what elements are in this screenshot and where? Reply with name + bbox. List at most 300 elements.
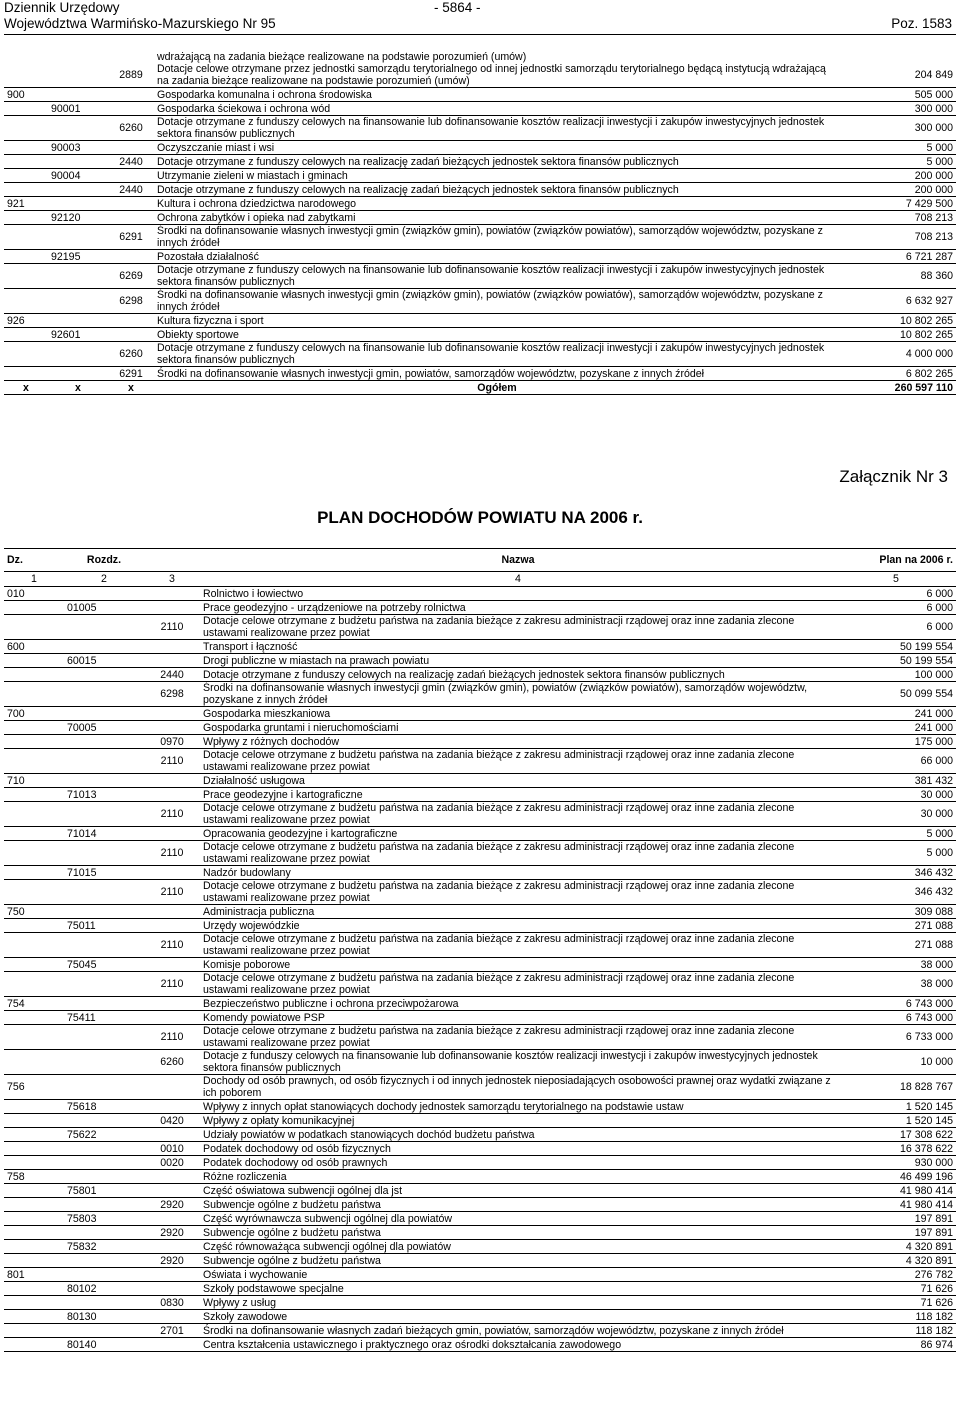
item-name: Opracowania geodezyjne i kartograficzne <box>200 827 836 841</box>
header-rozdz: Rozdz. <box>64 549 144 572</box>
item-name: Oczyszczanie miast i wsi <box>154 141 840 155</box>
chapter-code <box>64 1170 144 1184</box>
chapter-code: 60015 <box>64 654 144 668</box>
division-code <box>4 1100 64 1114</box>
item-name: Dotacje otrzymane z funduszy celowych na finansowanie lub dofinansowanie kosztów realizacji inwestycji i zakupów inwestycyjnych jednostek sektora finansów publicznych <box>154 342 840 367</box>
paragraph-code: 2110 <box>144 972 200 997</box>
table-row <box>4 788 956 802</box>
item-name: Gospodarka gruntami i nieruchomościami <box>200 721 836 735</box>
division-code <box>4 933 64 958</box>
chapter-code <box>64 682 144 707</box>
division-code <box>4 102 48 116</box>
header-plan: Plan na 2006 r. <box>836 549 956 572</box>
table-row <box>4 1025 956 1050</box>
item-name: Dotacje celowe otrzymane z budżetu państwa na zadania bieżące z zakresu administracji rządowej oraz inne zadania zlecone ustawami realizowane przez powiat <box>200 749 836 774</box>
plan-value <box>840 50 956 63</box>
page-number: - 5864 - <box>434 0 481 15</box>
paragraph-code: 2440 <box>108 155 154 169</box>
paragraph-code <box>144 1310 200 1324</box>
paragraph-code <box>108 250 154 264</box>
chapter-code <box>64 1142 144 1156</box>
paragraph-code: 2701 <box>144 1324 200 1338</box>
plan-value: 6 743 000 <box>836 1011 956 1025</box>
chapter-code <box>64 1268 144 1282</box>
paragraph-code: 2110 <box>144 615 200 640</box>
plan-value: 241 000 <box>836 707 956 721</box>
paragraph-code: 2110 <box>144 841 200 866</box>
table-row <box>4 88 956 102</box>
item-name: Komendy powiatowe PSP <box>200 1011 836 1025</box>
plan-value: 4 320 891 <box>836 1240 956 1254</box>
division-code <box>4 328 48 342</box>
table-row <box>4 1338 956 1352</box>
paragraph-code <box>108 211 154 225</box>
paragraph-code: 2920 <box>144 1198 200 1212</box>
paragraph-code <box>144 866 200 880</box>
paragraph-code: 6260 <box>108 342 154 367</box>
plan-value: 5 000 <box>836 841 956 866</box>
table-row <box>4 141 956 155</box>
division-code <box>4 735 64 749</box>
plan-value: 10 802 265 <box>840 328 956 342</box>
table-row <box>4 721 956 735</box>
table-row <box>4 1296 956 1310</box>
division-code: 010 <box>4 587 64 601</box>
table-row <box>4 802 956 827</box>
item-name: Działalność usługowa <box>200 774 836 788</box>
table-row <box>4 587 956 601</box>
division-code <box>4 682 64 707</box>
division-code <box>4 1114 64 1128</box>
paragraph-code: 0010 <box>144 1142 200 1156</box>
chapter-code <box>48 63 108 88</box>
column-numbers-row <box>4 572 956 587</box>
table-row <box>4 841 956 866</box>
chapter-code <box>48 88 108 102</box>
chapter-code: 75011 <box>64 919 144 933</box>
paragraph-code <box>144 1240 200 1254</box>
plan-value: 241 000 <box>836 721 956 735</box>
table-row <box>4 997 956 1011</box>
plan-value: 1 520 145 <box>836 1100 956 1114</box>
division-code <box>4 841 64 866</box>
chapter-code <box>64 841 144 866</box>
chapter-code: 75801 <box>64 1184 144 1198</box>
col-number: 4 <box>200 572 836 587</box>
plan-value: 41 980 414 <box>836 1198 956 1212</box>
division-code: 750 <box>4 905 64 919</box>
division-code: 801 <box>4 1268 64 1282</box>
table-row <box>4 880 956 905</box>
division-code <box>4 1198 64 1212</box>
chapter-code: 75411 <box>64 1011 144 1025</box>
table-row <box>4 289 956 314</box>
table-row <box>4 919 956 933</box>
item-name: Dotacje celowe otrzymane przez jednostki samorządu terytorialnego od innej jednostki samorządu terytorialnego będącą instytucją wdrażającą na zadania bieżące realizowane na podstawie porozumień (umów) <box>154 63 840 88</box>
chapter-code <box>48 225 108 250</box>
plan-value: 30 000 <box>836 802 956 827</box>
item-name: Dotacje otrzymane z funduszy celowych na realizację zadań bieżących jednostek sektora finansów publicznych <box>154 155 840 169</box>
chapter-code <box>64 1156 144 1170</box>
table-row <box>4 314 956 328</box>
item-name: Subwencje ogólne z budżetu państwa <box>200 1254 836 1268</box>
plan-value: 346 432 <box>836 866 956 880</box>
table-row <box>4 749 956 774</box>
total-value: 260 597 110 <box>840 381 956 395</box>
paragraph-code: 2920 <box>144 1254 200 1268</box>
paragraph-code <box>144 1100 200 1114</box>
table-row <box>4 933 956 958</box>
division-code <box>4 880 64 905</box>
paragraph-code: 6269 <box>108 264 154 289</box>
item-name: Wpływy z różnych dochodów <box>200 735 836 749</box>
chapter-code <box>64 749 144 774</box>
item-name: Dotacje otrzymane z funduszy celowych na realizację zadań bieżących jednostek sektora finansów publicznych <box>200 668 836 682</box>
division-code <box>4 1254 64 1268</box>
plan-value: 175 000 <box>836 735 956 749</box>
chapter-code: 75618 <box>64 1100 144 1114</box>
item-name: Środki na dofinansowanie własnych inwestycji gmin, powiatów, samorządów województw, pozyskane z innych źródeł <box>154 367 840 381</box>
item-name: Prace geodezyjne i kartograficzne <box>200 788 836 802</box>
division-code <box>4 342 48 367</box>
plan-value: 708 213 <box>840 211 956 225</box>
table-row <box>4 211 956 225</box>
plan-value: 71 626 <box>836 1282 956 1296</box>
item-name: Dotacje z funduszy celowych na finansowanie lub dofinansowanie kosztów realizacji inwestycji i zakupów inwestycyjnych jednostek sektora finansów publicznych <box>200 1050 836 1075</box>
chapter-code <box>64 933 144 958</box>
item-name: Dotacje celowe otrzymane z budżetu państwa na zadania bieżące z zakresu administracji rządowej oraz inne zadania zlecone ustawami realizowane przez powiat <box>200 615 836 640</box>
chapter-code <box>48 183 108 197</box>
total-row <box>4 381 956 395</box>
chapter-code <box>48 367 108 381</box>
paragraph-code: 2440 <box>108 183 154 197</box>
table-row <box>4 197 956 211</box>
item-name: Dotacje celowe otrzymane z budżetu państwa na zadania bieżące z zakresu administracji rządowej oraz inne zadania zlecone ustawami realizowane przez powiat <box>200 1025 836 1050</box>
paragraph-code: 6298 <box>108 289 154 314</box>
division-code <box>4 668 64 682</box>
table-row <box>4 1142 956 1156</box>
division-code <box>4 802 64 827</box>
paragraph-code <box>144 919 200 933</box>
item-name: Pozostała działalność <box>154 250 840 264</box>
chapter-code: 90004 <box>48 169 108 183</box>
paragraph-code <box>144 1338 200 1352</box>
division-code <box>4 1128 64 1142</box>
division-code: 754 <box>4 997 64 1011</box>
plan-value: 200 000 <box>840 169 956 183</box>
paragraph-code <box>108 328 154 342</box>
header-rule <box>4 34 956 35</box>
table-row <box>4 328 956 342</box>
plan-value: 6 721 287 <box>840 250 956 264</box>
item-name: Środki na dofinansowanie własnych inwestycji gmin (związków gmin), powiatów (związków powiatów), samorządów województw, pozyskane z innych źródeł <box>200 682 836 707</box>
table-row <box>4 682 956 707</box>
total-rozdz: x <box>48 381 108 395</box>
chapter-code <box>64 1114 144 1128</box>
paragraph-code: 2110 <box>144 749 200 774</box>
table-row <box>4 1114 956 1128</box>
item-name: Oświata i wychowanie <box>200 1268 836 1282</box>
item-name: Administracja publiczna <box>200 905 836 919</box>
table-row <box>4 169 956 183</box>
plan-value: 50 199 554 <box>836 654 956 668</box>
division-code <box>4 615 64 640</box>
item-name: Dotacje celowe otrzymane z budżetu państwa na zadania bieżące z zakresu administracji rządowej oraz inne zadania zlecone ustawami realizowane przez powiat <box>200 880 836 905</box>
paragraph-code: 6260 <box>108 116 154 141</box>
table-row <box>4 1100 956 1114</box>
table-row <box>4 668 956 682</box>
plan-value: 46 499 196 <box>836 1170 956 1184</box>
table-row <box>4 1184 956 1198</box>
plan-value: 930 000 <box>836 1156 956 1170</box>
division-code: 900 <box>4 88 48 102</box>
item-name: Środki na dofinansowanie własnych zadań bieżących gmin, powiatów, samorządów województw, pozyskane z innych źródeł <box>200 1324 836 1338</box>
chapter-code <box>64 735 144 749</box>
journal-subtitle: Województwa Warmińsko-Mazurskiego Nr 95 <box>4 16 276 31</box>
chapter-code <box>48 50 108 63</box>
chapter-code <box>64 972 144 997</box>
item-name: Środki na dofinansowanie własnych inwestycji gmin (związków gmin), powiatów (związków powiatów), samorządów województw, pozyskane z innych źródeł <box>154 225 840 250</box>
division-code <box>4 169 48 183</box>
item-name: Rolnictwo i łowiectwo <box>200 587 836 601</box>
division-code <box>4 264 48 289</box>
plan-value: 271 088 <box>836 919 956 933</box>
item-name: Kultura fizyczna i sport <box>154 314 840 328</box>
table-row <box>4 1198 956 1212</box>
chapter-code <box>48 314 108 328</box>
plan-value: 204 849 <box>840 63 956 88</box>
table-row <box>4 1011 956 1025</box>
chapter-code <box>64 1198 144 1212</box>
item-name: Obiekty sportowe <box>154 328 840 342</box>
item-name: Różne rozliczenia <box>200 1170 836 1184</box>
item-name: Dotacje otrzymane z funduszy celowych na finansowanie lub dofinansowanie kosztów realizacji inwestycji i zakupów inwestycyjnych jednostek sektora finansów publicznych <box>154 264 840 289</box>
item-name: Centra kształcenia ustawicznego i praktycznego oraz ośrodki dokształcania zawodowego <box>200 1338 836 1352</box>
paragraph-code <box>108 50 154 63</box>
item-name: Komisje poborowe <box>200 958 836 972</box>
plan-value: 10 000 <box>836 1050 956 1075</box>
division-code <box>4 601 64 615</box>
division-code <box>4 1310 64 1324</box>
plan-value: 17 308 622 <box>836 1128 956 1142</box>
paragraph-code <box>144 1011 200 1025</box>
item-name: Dotacje otrzymane z funduszy celowych na realizację zadań bieżących jednostek sektora finansów publicznych <box>154 183 840 197</box>
total-name: Ogółem <box>154 381 840 395</box>
position-number: Poz. 1583 <box>891 16 952 31</box>
plan-value: 100 000 <box>836 668 956 682</box>
division-code <box>4 749 64 774</box>
division-code: 926 <box>4 314 48 328</box>
item-name: Transport i łączność <box>200 640 836 654</box>
chapter-code <box>48 289 108 314</box>
division-code <box>4 1226 64 1240</box>
table-row <box>4 866 956 880</box>
division-code <box>4 1296 64 1310</box>
plan-value: 276 782 <box>836 1268 956 1282</box>
table-row <box>4 50 956 63</box>
item-name: Wpływy z opłaty komunikacyjnej <box>200 1114 836 1128</box>
division-code <box>4 654 64 668</box>
division-code <box>4 250 48 264</box>
chapter-code: 80140 <box>64 1338 144 1352</box>
division-code <box>4 1156 64 1170</box>
chapter-code: 92601 <box>48 328 108 342</box>
division-code <box>4 141 48 155</box>
item-name: Wpływy z innych opłat stanowiących dochody jednostek samorządu terytorialnego na podstawie ustaw <box>200 1100 836 1114</box>
table-row <box>4 707 956 721</box>
chapter-code <box>48 155 108 169</box>
header-par <box>144 549 200 572</box>
chapter-code <box>64 1075 144 1100</box>
paragraph-code <box>108 88 154 102</box>
table-row <box>4 264 956 289</box>
attachment-label: Załącznik Nr 3 <box>839 467 948 486</box>
plan-value: 4 000 000 <box>840 342 956 367</box>
division-code <box>4 183 48 197</box>
division-code <box>4 211 48 225</box>
chapter-code: 80130 <box>64 1310 144 1324</box>
table-row <box>4 640 956 654</box>
division-code <box>4 1212 64 1226</box>
plan-value: 197 891 <box>836 1226 956 1240</box>
chapter-code <box>64 1324 144 1338</box>
col-number: 1 <box>4 572 64 587</box>
division-code <box>4 1282 64 1296</box>
table-row <box>4 905 956 919</box>
chapter-code <box>64 880 144 905</box>
table-row <box>4 1212 956 1226</box>
table-row <box>4 102 956 116</box>
paragraph-code <box>144 1268 200 1282</box>
paragraph-code <box>144 1212 200 1226</box>
division-code <box>4 1142 64 1156</box>
plan-value: 6 743 000 <box>836 997 956 1011</box>
paragraph-code: 6291 <box>108 367 154 381</box>
item-name: Dotacje celowe otrzymane z budżetu państwa na zadania bieżące z zakresu administracji rządowej oraz inne zadania zlecone ustawami realizowane przez powiat <box>200 972 836 997</box>
item-name: Część równoważąca subwencji ogólnej dla powiatów <box>200 1240 836 1254</box>
table-row <box>4 1310 956 1324</box>
col-number: 2 <box>64 572 144 587</box>
chapter-code <box>64 1296 144 1310</box>
table-row <box>4 367 956 381</box>
table-row <box>4 1282 956 1296</box>
item-name: Szkoły podstawowe specjalne <box>200 1282 836 1296</box>
chapter-code <box>64 668 144 682</box>
paragraph-code: 2440 <box>144 668 200 682</box>
chapter-code <box>64 707 144 721</box>
paragraph-code: 2110 <box>144 933 200 958</box>
division-code: 600 <box>4 640 64 654</box>
plan-value: 5 000 <box>840 155 956 169</box>
paragraph-code <box>144 827 200 841</box>
chapter-code: 92120 <box>48 211 108 225</box>
chapter-code <box>48 342 108 367</box>
division-code <box>4 788 64 802</box>
paragraph-code: 6260 <box>144 1050 200 1075</box>
item-name: Urzędy wojewódzkie <box>200 919 836 933</box>
item-name: Dotacje celowe otrzymane z budżetu państwa na zadania bieżące z zakresu administracji rządowej oraz inne zadania zlecone ustawami realizowane przez powiat <box>200 802 836 827</box>
plan-value: 118 182 <box>836 1324 956 1338</box>
table-header-row <box>4 549 956 572</box>
item-name: wdrażającą na zadania bieżące realizowane na podstawie porozumień (umów) <box>157 50 527 63</box>
division-code <box>4 1025 64 1050</box>
division-code <box>4 1240 64 1254</box>
item-name: Gospodarka mieszkaniowa <box>200 707 836 721</box>
paragraph-code <box>108 169 154 183</box>
division-code: 700 <box>4 707 64 721</box>
paragraph-code <box>144 1128 200 1142</box>
paragraph-code <box>108 141 154 155</box>
table-row <box>4 827 956 841</box>
plan-value: 86 974 <box>836 1338 956 1352</box>
paragraph-code: 0970 <box>144 735 200 749</box>
paragraph-code <box>108 197 154 211</box>
chapter-code: 75045 <box>64 958 144 972</box>
plan-value: 6 000 <box>836 615 956 640</box>
paragraph-code: 2110 <box>144 1025 200 1050</box>
plan-value: 505 000 <box>840 88 956 102</box>
table-row <box>4 1226 956 1240</box>
header-name: Nazwa <box>200 549 836 572</box>
division-code <box>4 919 64 933</box>
paragraph-code <box>108 102 154 116</box>
paragraph-code: 2920 <box>144 1226 200 1240</box>
chapter-code: 75803 <box>64 1212 144 1226</box>
division-code <box>4 155 48 169</box>
plan-value: 6 000 <box>836 587 956 601</box>
table-row <box>4 225 956 250</box>
total-par: x <box>108 381 154 395</box>
table-row <box>4 1268 956 1282</box>
table-row <box>4 1075 956 1100</box>
header-dz: Dz. <box>4 549 64 572</box>
chapter-code: 71013 <box>64 788 144 802</box>
plan-value: 50 099 554 <box>836 682 956 707</box>
plan-value: 5 000 <box>840 141 956 155</box>
table-row <box>4 116 956 141</box>
plan-value: 6 802 265 <box>840 367 956 381</box>
chapter-code <box>64 587 144 601</box>
col-number: 5 <box>836 572 956 587</box>
chapter-code: 01005 <box>64 601 144 615</box>
item-name: Dotacje celowe otrzymane z budżetu państwa na zadania bieżące z zakresu administracji rządowej oraz inne zadania zlecone ustawami realizowane przez powiat <box>200 841 836 866</box>
table-row <box>4 1050 956 1075</box>
division-code <box>4 289 48 314</box>
paragraph-code: 0020 <box>144 1156 200 1170</box>
page-header <box>4 0 956 32</box>
division-code <box>4 972 64 997</box>
table-row <box>4 615 956 640</box>
division-code <box>4 1184 64 1198</box>
paragraph-code <box>144 905 200 919</box>
paragraph-code <box>108 314 154 328</box>
item-name: Dotacje otrzymane z funduszy celowych na finansowanie lub dofinansowanie kosztów realizacji inwestycji i zakupów inwestycyjnych jednostek sektora finansów publicznych <box>154 116 840 141</box>
chapter-code <box>64 1254 144 1268</box>
paragraph-code: 2110 <box>144 802 200 827</box>
table-row <box>4 958 956 972</box>
plan-value: 38 000 <box>836 958 956 972</box>
division-code <box>4 1050 64 1075</box>
chapter-code: 92195 <box>48 250 108 264</box>
plan-value: 50 199 554 <box>836 640 956 654</box>
income-table-continued <box>4 50 956 395</box>
table-row <box>4 774 956 788</box>
plan-value: 118 182 <box>836 1310 956 1324</box>
plan-value: 197 891 <box>836 1212 956 1226</box>
chapter-code: 71014 <box>64 827 144 841</box>
paragraph-code <box>144 958 200 972</box>
division-code <box>4 866 64 880</box>
